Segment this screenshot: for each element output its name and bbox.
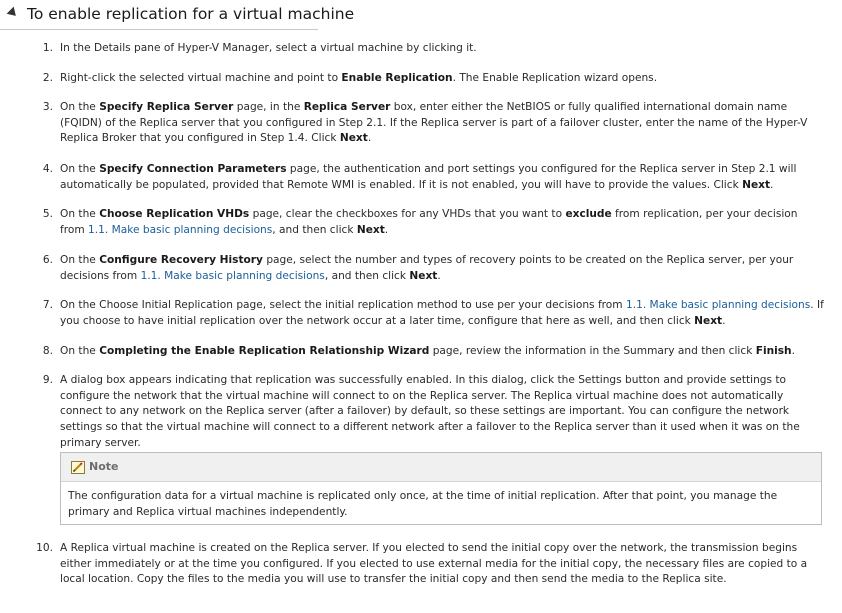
ui-term: exclude bbox=[565, 208, 612, 220]
note-box bbox=[60, 452, 822, 525]
note-header bbox=[61, 453, 821, 482]
step-number: 9. bbox=[42, 374, 53, 386]
collapse-arrow-icon[interactable] bbox=[7, 7, 20, 20]
planning-decisions-link[interactable]: 1.1. Make basic planning decisions bbox=[625, 299, 811, 311]
ui-term: Next bbox=[356, 223, 385, 236]
ui-term: Next bbox=[409, 269, 438, 282]
note-body: The configuration data for a virtual machine is replicated only once, at the time of initial replication. After that point, you manage the primary and Replica virtual machines independently. bbox=[68, 490, 778, 518]
step-number: 4. bbox=[42, 163, 53, 175]
step-text: Right-click the selected virtual machine and point to Enable Replication. The Enable Replication wizard opens. bbox=[60, 72, 658, 84]
step-text: On the Choose Initial Replication page, select the initial replication method to use per your decisions from 1.1. Make basic planning decisions. If you choose to have initial replication over the network occur at a later time, configure that here as well, and then click Next. bbox=[60, 299, 824, 327]
step-number: 6. bbox=[42, 254, 53, 266]
ui-term: Choose Replication VHDs bbox=[99, 208, 250, 220]
step-text: A Replica virtual machine is created on the Replica server. If you elected to send the initial copy over the network, the transmission begins either immediately or at the time you configured. If you elected to use external media for the initial copy, the necessary files are copied to a local location. Copy the files to the media you will use to transfer the initial copy and then send the media to the Replica site. bbox=[60, 542, 808, 586]
step-number: 7. bbox=[42, 299, 53, 311]
step-number: 3. bbox=[42, 101, 53, 113]
ui-term: Finish bbox=[755, 345, 792, 357]
step-number: 2. bbox=[42, 72, 53, 84]
note-pencil-icon bbox=[71, 461, 85, 474]
step-text: A dialog box appears indicating that replication was successfully enabled. In this dialog, click the Settings button and provide settings to configure the network that the virtual machine will connect to on the Replica server. The Replica virtual machine does not automatically connect to any network on the Replica server (after a failover) by default, so these settings are important. You can configure the network settings so that the virtual machine will connect to a different network after a failover to the Replica server than it used when it was on the primary server. bbox=[60, 374, 800, 449]
ui-term: Next bbox=[694, 314, 723, 327]
section-header bbox=[0, 0, 842, 30]
step-text: On the Choose Replication VHDs page, clear the checkboxes for any VHDs that you want to exclude from replication, per your decision from 1.1. Make basic planning decisions, and then click Next. bbox=[60, 208, 798, 236]
header-divider bbox=[0, 29, 318, 30]
ui-term: Specify Replica Server bbox=[99, 101, 234, 113]
note-title: Note bbox=[89, 460, 119, 473]
ui-term: Enable Replication bbox=[341, 72, 453, 84]
step-number: 1. bbox=[42, 42, 53, 54]
step-number: 5. bbox=[42, 208, 53, 220]
ui-term: Next bbox=[742, 178, 771, 191]
step-text: In the Details pane of Hyper-V Manager, select a virtual machine by clicking it. bbox=[60, 42, 477, 54]
step-text: On the Configure Recovery History page, select the number and types of recovery points to be created on the Replica server, per your decisions from 1.1. Make basic planning decisions, and then click Next. bbox=[60, 254, 794, 282]
ui-term: Next bbox=[339, 132, 368, 145]
ui-term: Specify Connection Parameters bbox=[99, 163, 287, 175]
step-number: 8. bbox=[42, 345, 53, 357]
ui-term: Completing the Enable Replication Relationship Wizard bbox=[99, 345, 430, 357]
ui-term: Configure Recovery History bbox=[99, 254, 263, 266]
planning-decisions-link[interactable]: 1.1. Make basic planning decisions bbox=[88, 223, 273, 236]
section-title[interactable]: To enable replication for a virtual machine bbox=[27, 5, 355, 23]
step-text: On the Completing the Enable Replication Relationship Wizard page, review the information in the Summary and then click Finish. bbox=[60, 345, 795, 357]
planning-decisions-link[interactable]: 1.1. Make basic planning decisions bbox=[140, 269, 325, 282]
step-text: On the Specify Replica Server page, in the Replica Server box, enter either the NetBIOS or fully qualified international domain name (FQIDN) of the Replica server that you configured in Step 2.1. If the Replica server is part of a failover cluster, enter the name of the Hyper-V Replica Broker that you configured in Step 1.4. Click Next. bbox=[60, 101, 808, 145]
step-text: On the Specify Connection Parameters page, the authentication and port settings you configured for the Replica server in Step 2.1 will automatically be populated, provided that Remote WMI is enabled. If it is not enabled, you will have to provide the values. Click Next. bbox=[60, 163, 797, 191]
step-number: 10. bbox=[36, 542, 53, 554]
ui-term: Replica Server bbox=[303, 101, 391, 113]
